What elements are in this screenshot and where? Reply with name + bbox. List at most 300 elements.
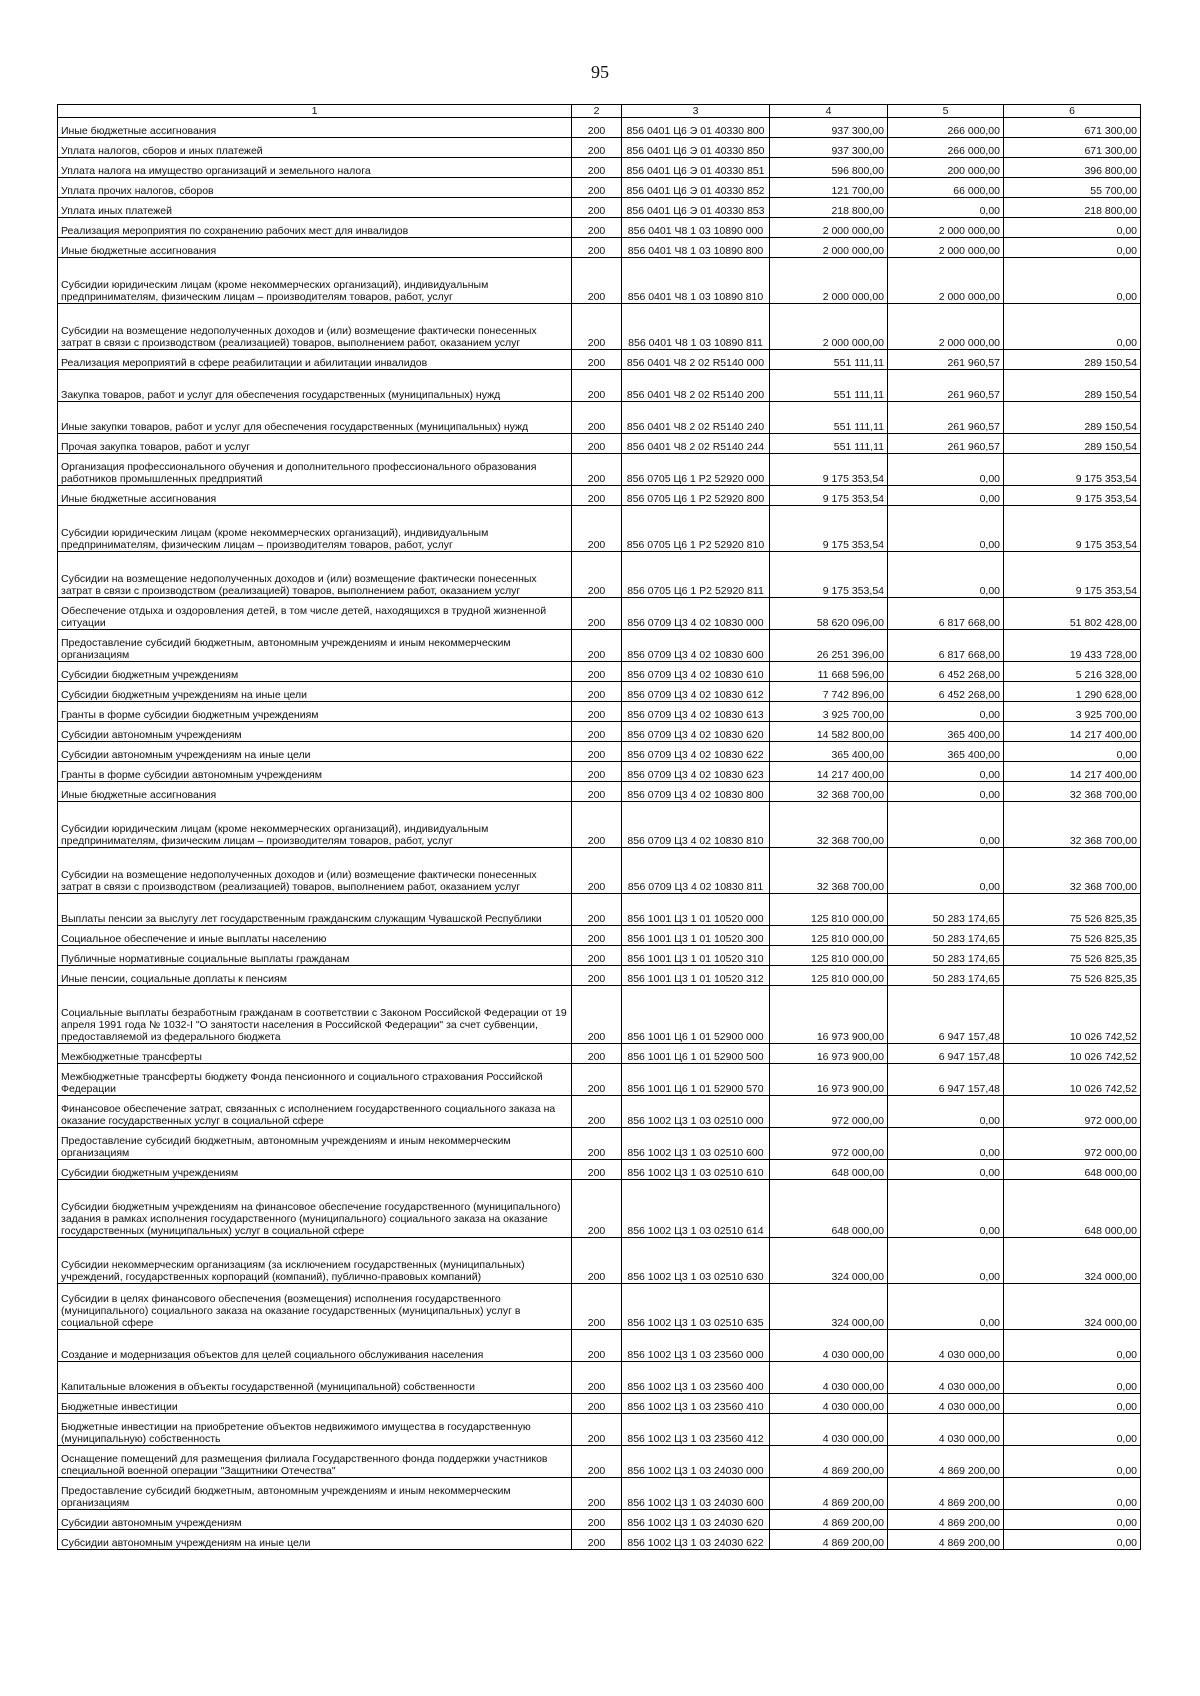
row-name: Капитальные вложения в объекты государственной (муниципальной) собственности (58, 1362, 572, 1394)
row-value-4: 4 030 000,00 (770, 1330, 888, 1362)
row-c2: 200 (572, 486, 622, 506)
row-c2: 200 (572, 118, 622, 138)
row-value-5: 50 283 174,65 (888, 894, 1004, 926)
row-code: 856 1002 Ц3 1 03 02510 614 (622, 1180, 770, 1238)
row-value-5: 2 000 000,00 (888, 304, 1004, 350)
row-c2: 200 (572, 682, 622, 702)
row-code: 856 1001 Ц6 1 01 52900 570 (622, 1064, 770, 1096)
row-name: Бюджетные инвестиции (58, 1394, 572, 1414)
row-value-5: 0,00 (888, 198, 1004, 218)
table-row (58, 178, 1141, 198)
row-code: 856 1002 Ц3 1 03 02510 610 (622, 1160, 770, 1180)
row-value-5: 4 030 000,00 (888, 1414, 1004, 1446)
row-name: Социальное обеспечение и иные выплаты населению (58, 926, 572, 946)
row-value-4: 125 810 000,00 (770, 946, 888, 966)
row-name: Субсидии на возмещение недополученных доходов и (или) возмещение фактически понесенных затрат в связи с производством (реализацией) товаров, выполнением работ, оказанием услуг (58, 552, 572, 598)
row-c2: 200 (572, 926, 622, 946)
row-code: 856 1001 Ц6 1 01 52900 500 (622, 1044, 770, 1064)
row-c2: 200 (572, 1284, 622, 1330)
row-value-5: 0,00 (888, 1180, 1004, 1238)
row-value-5: 66 000,00 (888, 178, 1004, 198)
row-code: 856 0401 Ч8 1 03 10890 811 (622, 304, 770, 350)
row-value-4: 7 742 896,00 (770, 682, 888, 702)
row-name: Выплаты пенсии за выслугу лет государственным гражданским служащим Чувашской Республики (58, 894, 572, 926)
row-value-4: 972 000,00 (770, 1096, 888, 1128)
row-c2: 200 (572, 198, 622, 218)
row-c2: 200 (572, 552, 622, 598)
row-c2: 200 (572, 986, 622, 1044)
row-name: Иные пенсии, социальные доплаты к пенсиям (58, 966, 572, 986)
row-value-5: 0,00 (888, 1128, 1004, 1160)
row-code: 856 1002 Ц3 1 03 23560 000 (622, 1330, 770, 1362)
row-value-6: 75 526 825,35 (1004, 946, 1141, 966)
row-c2: 200 (572, 762, 622, 782)
table-row (58, 1160, 1141, 1180)
row-name: Субсидии некоммерческим организациям (за исключением государственных (муниципальных) учреждений, государственных корпораций (компаний), публично-правовых компаний) (58, 1238, 572, 1284)
row-value-6: 0,00 (1004, 1362, 1141, 1394)
row-value-5: 2 000 000,00 (888, 238, 1004, 258)
row-value-5: 4 030 000,00 (888, 1362, 1004, 1394)
row-code: 856 1001 Ц6 1 01 52900 000 (622, 986, 770, 1044)
row-value-4: 937 300,00 (770, 118, 888, 138)
row-c2: 200 (572, 1478, 622, 1510)
row-name: Субсидии автономным учреждениям (58, 1510, 572, 1530)
row-c2: 200 (572, 722, 622, 742)
row-code: 856 0709 Ц3 4 02 10830 610 (622, 662, 770, 682)
row-value-5: 0,00 (888, 454, 1004, 486)
row-c2: 200 (572, 506, 622, 552)
row-name: Субсидии автономным учреждениям на иные цели (58, 1530, 572, 1550)
table-row (58, 350, 1141, 370)
row-name: Субсидии на возмещение недополученных доходов и (или) возмещение фактически понесенных затрат в связи с производством (реализацией) товаров, выполнением работ, оказанием услуг (58, 848, 572, 894)
row-value-6: 10 026 742,52 (1004, 986, 1141, 1044)
row-value-4: 4 030 000,00 (770, 1362, 888, 1394)
row-name: Межбюджетные трансферты (58, 1044, 572, 1064)
row-value-6: 3 925 700,00 (1004, 702, 1141, 722)
row-value-4: 9 175 353,54 (770, 506, 888, 552)
row-value-6: 324 000,00 (1004, 1238, 1141, 1284)
table-row (58, 782, 1141, 802)
row-value-6: 9 175 353,54 (1004, 486, 1141, 506)
row-value-4: 937 300,00 (770, 138, 888, 158)
table-row (58, 198, 1141, 218)
row-code: 856 0401 Ч8 2 02 R5140 000 (622, 350, 770, 370)
row-value-4: 972 000,00 (770, 1128, 888, 1160)
row-value-5: 0,00 (888, 702, 1004, 722)
row-name: Субсидии бюджетным учреждениям (58, 1160, 572, 1180)
row-value-5: 261 960,57 (888, 402, 1004, 434)
row-value-6: 289 150,54 (1004, 402, 1141, 434)
row-value-6: 32 368 700,00 (1004, 782, 1141, 802)
table-row (58, 966, 1141, 986)
row-name: Уплата иных платежей (58, 198, 572, 218)
row-value-4: 14 582 800,00 (770, 722, 888, 742)
row-value-6: 5 216 328,00 (1004, 662, 1141, 682)
row-c2: 200 (572, 1330, 622, 1362)
table-row (58, 370, 1141, 402)
column-header: 6 (1004, 105, 1141, 118)
column-header: 2 (572, 105, 622, 118)
row-value-5: 50 283 174,65 (888, 966, 1004, 986)
row-c2: 200 (572, 1510, 622, 1530)
row-value-4: 121 700,00 (770, 178, 888, 198)
row-value-5: 261 960,57 (888, 350, 1004, 370)
table-row (58, 454, 1141, 486)
table-row (58, 402, 1141, 434)
row-code: 856 1002 Ц3 1 03 24030 620 (622, 1510, 770, 1530)
row-value-4: 2 000 000,00 (770, 218, 888, 238)
row-name: Иные закупки товаров, работ и услуг для обеспечения государственных (муниципальных) нужд (58, 402, 572, 434)
row-value-5: 200 000,00 (888, 158, 1004, 178)
row-value-5: 266 000,00 (888, 118, 1004, 138)
row-code: 856 0401 Ч8 1 03 10890 810 (622, 258, 770, 304)
table-row (58, 848, 1141, 894)
row-value-6: 1 290 628,00 (1004, 682, 1141, 702)
row-c2: 200 (572, 630, 622, 662)
row-value-4: 9 175 353,54 (770, 552, 888, 598)
row-value-5: 0,00 (888, 848, 1004, 894)
row-c2: 200 (572, 1394, 622, 1414)
row-value-6: 14 217 400,00 (1004, 762, 1141, 782)
row-value-5: 6 452 268,00 (888, 662, 1004, 682)
row-value-6: 0,00 (1004, 1510, 1141, 1530)
row-code: 856 1002 Ц3 1 03 24030 000 (622, 1446, 770, 1478)
row-value-4: 4 869 200,00 (770, 1478, 888, 1510)
row-name: Уплата налога на имущество организаций и земельного налога (58, 158, 572, 178)
row-code: 856 1002 Ц3 1 03 23560 400 (622, 1362, 770, 1394)
row-name: Прочая закупка товаров, работ и услуг (58, 434, 572, 454)
row-value-5: 6 947 157,48 (888, 1064, 1004, 1096)
table-row (58, 118, 1141, 138)
row-value-4: 324 000,00 (770, 1284, 888, 1330)
row-value-6: 0,00 (1004, 1478, 1141, 1510)
row-value-5: 6 947 157,48 (888, 1044, 1004, 1064)
row-code: 856 0709 Ц3 4 02 10830 811 (622, 848, 770, 894)
table-row (58, 742, 1141, 762)
row-c2: 200 (572, 350, 622, 370)
row-value-4: 551 111,11 (770, 350, 888, 370)
table-row (58, 506, 1141, 552)
row-value-5: 4 869 200,00 (888, 1446, 1004, 1478)
row-name: Иные бюджетные ассигнования (58, 486, 572, 506)
row-c2: 200 (572, 454, 622, 486)
row-name: Предоставление субсидий бюджетным, автономным учреждениям и иным некоммерческим организациям (58, 630, 572, 662)
row-value-6: 0,00 (1004, 742, 1141, 762)
table-row (58, 598, 1141, 630)
row-value-4: 324 000,00 (770, 1238, 888, 1284)
row-value-5: 0,00 (888, 782, 1004, 802)
row-value-4: 4 030 000,00 (770, 1394, 888, 1414)
table-row (58, 238, 1141, 258)
row-name: Субсидии юридическим лицам (кроме некоммерческих организаций), индивидуальным предпринимателям, физическим лицам – производителям товаров, работ, услуг (58, 506, 572, 552)
row-value-4: 648 000,00 (770, 1180, 888, 1238)
row-code: 856 0401 Ч8 2 02 R5140 240 (622, 402, 770, 434)
table-row (58, 662, 1141, 682)
row-value-5: 261 960,57 (888, 434, 1004, 454)
row-code: 856 0401 Ч8 1 03 10890 000 (622, 218, 770, 238)
row-value-4: 4 030 000,00 (770, 1414, 888, 1446)
table-row (58, 1044, 1141, 1064)
row-value-6: 51 802 428,00 (1004, 598, 1141, 630)
row-code: 856 0709 Ц3 4 02 10830 622 (622, 742, 770, 762)
row-name: Предоставление субсидий бюджетным, автономным учреждениям и иным некоммерческим организациям (58, 1128, 572, 1160)
row-code: 856 0401 Ц6 Э 01 40330 800 (622, 118, 770, 138)
table-row (58, 1362, 1141, 1394)
row-value-6: 0,00 (1004, 1330, 1141, 1362)
row-code: 856 1002 Ц3 1 03 24030 600 (622, 1478, 770, 1510)
row-value-4: 125 810 000,00 (770, 926, 888, 946)
row-code: 856 1002 Ц3 1 03 23560 412 (622, 1414, 770, 1446)
row-value-5: 0,00 (888, 802, 1004, 848)
table-row (58, 552, 1141, 598)
row-value-5: 0,00 (888, 1160, 1004, 1180)
row-code: 856 0709 Ц3 4 02 10830 613 (622, 702, 770, 722)
row-value-5: 4 030 000,00 (888, 1330, 1004, 1362)
row-value-5: 50 283 174,65 (888, 946, 1004, 966)
row-value-5: 6 817 668,00 (888, 598, 1004, 630)
table-row (58, 702, 1141, 722)
row-value-6: 218 800,00 (1004, 198, 1141, 218)
row-c2: 200 (572, 894, 622, 926)
row-c2: 200 (572, 946, 622, 966)
row-value-6: 0,00 (1004, 304, 1141, 350)
row-value-6: 75 526 825,35 (1004, 926, 1141, 946)
row-name: Создание и модернизация объектов для целей социального обслуживания населения (58, 1330, 572, 1362)
column-header: 5 (888, 105, 1004, 118)
row-value-6: 0,00 (1004, 1530, 1141, 1550)
row-value-6: 0,00 (1004, 1414, 1141, 1446)
table-row (58, 258, 1141, 304)
row-value-6: 0,00 (1004, 1446, 1141, 1478)
table-row (58, 1238, 1141, 1284)
row-value-6: 289 150,54 (1004, 434, 1141, 454)
row-value-5: 261 960,57 (888, 370, 1004, 402)
row-c2: 200 (572, 1044, 622, 1064)
row-name: Социальные выплаты безработным гражданам в соответствии с Законом Российской Федерации от 19 апреля 1991 года № 1032-I "О занятости населения в Российской Федерации" за счет субвенции, предоставляемой из федерального бюджета (58, 986, 572, 1044)
row-c2: 200 (572, 802, 622, 848)
row-name: Уплата налогов, сборов и иных платежей (58, 138, 572, 158)
table-row (58, 486, 1141, 506)
row-value-6: 9 175 353,54 (1004, 506, 1141, 552)
row-value-4: 596 800,00 (770, 158, 888, 178)
column-header: 3 (622, 105, 770, 118)
row-value-4: 365 400,00 (770, 742, 888, 762)
table-row (58, 1414, 1141, 1446)
row-name: Реализация мероприятий в сфере реабилитации и абилитации инвалидов (58, 350, 572, 370)
row-name: Иные бюджетные ассигнования (58, 118, 572, 138)
row-name: Гранты в форме субсидии автономным учреждениям (58, 762, 572, 782)
row-value-6: 14 217 400,00 (1004, 722, 1141, 742)
row-name: Бюджетные инвестиции на приобретение объектов недвижимого имущества в государственную (муниципальную) собственность (58, 1414, 572, 1446)
row-value-4: 2 000 000,00 (770, 258, 888, 304)
row-c2: 200 (572, 1064, 622, 1096)
row-value-5: 6 452 268,00 (888, 682, 1004, 702)
row-code: 856 0709 Ц3 4 02 10830 623 (622, 762, 770, 782)
row-value-4: 26 251 396,00 (770, 630, 888, 662)
row-value-6: 396 800,00 (1004, 158, 1141, 178)
row-code: 856 1001 Ц3 1 01 10520 312 (622, 966, 770, 986)
row-value-4: 551 111,11 (770, 402, 888, 434)
row-value-6: 9 175 353,54 (1004, 552, 1141, 598)
table-row (58, 682, 1141, 702)
row-code: 856 1002 Ц3 1 03 02510 635 (622, 1284, 770, 1330)
row-value-5: 0,00 (888, 506, 1004, 552)
row-value-6: 10 026 742,52 (1004, 1044, 1141, 1064)
row-value-4: 11 668 596,00 (770, 662, 888, 682)
table-row (58, 926, 1141, 946)
row-name: Финансовое обеспечение затрат, связанных с исполнением государственного социального заказа на оказание государственных услуг в социальной сфере (58, 1096, 572, 1128)
row-code: 856 1002 Ц3 1 03 02510 000 (622, 1096, 770, 1128)
row-name: Обеспечение отдыха и оздоровления детей, в том числе детей, находящихся в трудной жизненной ситуации (58, 598, 572, 630)
row-code: 856 0705 Ц6 1 Р2 52920 810 (622, 506, 770, 552)
table-row (58, 1394, 1141, 1414)
row-code: 856 1001 Ц3 1 01 10520 310 (622, 946, 770, 966)
row-value-4: 648 000,00 (770, 1160, 888, 1180)
row-c2: 200 (572, 238, 622, 258)
row-c2: 200 (572, 370, 622, 402)
row-value-6: 0,00 (1004, 238, 1141, 258)
row-name: Субсидии бюджетным учреждениям на иные цели (58, 682, 572, 702)
row-code: 856 0401 Ц6 Э 01 40330 850 (622, 138, 770, 158)
row-value-4: 14 217 400,00 (770, 762, 888, 782)
table-row (58, 946, 1141, 966)
row-value-5: 0,00 (888, 1096, 1004, 1128)
row-code: 856 0705 Ц6 1 Р2 52920 000 (622, 454, 770, 486)
row-value-6: 671 300,00 (1004, 118, 1141, 138)
row-code: 856 0401 Ц6 Э 01 40330 851 (622, 158, 770, 178)
row-value-6: 75 526 825,35 (1004, 966, 1141, 986)
row-value-4: 4 869 200,00 (770, 1510, 888, 1530)
row-c2: 200 (572, 158, 622, 178)
row-value-4: 16 973 900,00 (770, 1044, 888, 1064)
row-value-6: 32 368 700,00 (1004, 848, 1141, 894)
row-name: Иные бюджетные ассигнования (58, 238, 572, 258)
row-name: Уплата прочих налогов, сборов (58, 178, 572, 198)
row-value-5: 0,00 (888, 552, 1004, 598)
row-c2: 200 (572, 1180, 622, 1238)
table-row (58, 158, 1141, 178)
row-value-4: 58 620 096,00 (770, 598, 888, 630)
table-row (58, 894, 1141, 926)
row-code: 856 0709 Ц3 4 02 10830 600 (622, 630, 770, 662)
row-code: 856 0401 Ч8 1 03 10890 800 (622, 238, 770, 258)
table-row (58, 1330, 1141, 1362)
row-name: Субсидии бюджетным учреждениям (58, 662, 572, 682)
table-header-row (58, 105, 1141, 118)
row-name: Оснащение помещений для размещения филиала Государственного фонда поддержки участников специальной военной операции "Защитники Отечества" (58, 1446, 572, 1478)
row-value-5: 2 000 000,00 (888, 258, 1004, 304)
row-name: Субсидии автономным учреждениям (58, 722, 572, 742)
row-value-4: 4 869 200,00 (770, 1446, 888, 1478)
row-value-5: 4 869 200,00 (888, 1530, 1004, 1550)
row-name: Субсидии юридическим лицам (кроме некоммерческих организаций), индивидуальным предпринимателям, физическим лицам – производителям товаров, работ, услуг (58, 258, 572, 304)
row-value-5: 2 000 000,00 (888, 218, 1004, 238)
row-name: Субсидии автономным учреждениям на иные цели (58, 742, 572, 762)
row-name: Предоставление субсидий бюджетным, автономным учреждениям и иным некоммерческим организациям (58, 1478, 572, 1510)
row-value-6: 289 150,54 (1004, 350, 1141, 370)
row-value-4: 218 800,00 (770, 198, 888, 218)
row-code: 856 0401 Ч8 2 02 R5140 200 (622, 370, 770, 402)
table-row (58, 218, 1141, 238)
table-row (58, 1180, 1141, 1238)
row-c2: 200 (572, 258, 622, 304)
row-value-6: 9 175 353,54 (1004, 454, 1141, 486)
row-name: Гранты в форме субсидии бюджетным учреждениям (58, 702, 572, 722)
table-row (58, 304, 1141, 350)
column-header: 1 (58, 105, 572, 118)
row-value-4: 2 000 000,00 (770, 304, 888, 350)
row-c2: 200 (572, 1530, 622, 1550)
row-value-4: 16 973 900,00 (770, 1064, 888, 1096)
table-row (58, 434, 1141, 454)
row-value-4: 551 111,11 (770, 434, 888, 454)
row-value-6: 972 000,00 (1004, 1096, 1141, 1128)
row-value-5: 6 947 157,48 (888, 986, 1004, 1044)
row-value-4: 9 175 353,54 (770, 454, 888, 486)
row-value-6: 289 150,54 (1004, 370, 1141, 402)
row-code: 856 0709 Ц3 4 02 10830 620 (622, 722, 770, 742)
table-row (58, 1096, 1141, 1128)
table-row (58, 1510, 1141, 1530)
row-c2: 200 (572, 1128, 622, 1160)
row-code: 856 0709 Ц3 4 02 10830 810 (622, 802, 770, 848)
row-c2: 200 (572, 662, 622, 682)
row-value-5: 0,00 (888, 762, 1004, 782)
row-value-5: 4 869 200,00 (888, 1510, 1004, 1530)
row-name: Субсидии юридическим лицам (кроме некоммерческих организаций), индивидуальным предпринимателям, физическим лицам – производителям товаров, работ, услуг (58, 802, 572, 848)
row-value-4: 32 368 700,00 (770, 802, 888, 848)
row-value-5: 365 400,00 (888, 722, 1004, 742)
table-row (58, 1284, 1141, 1330)
row-code: 856 1002 Ц3 1 03 02510 630 (622, 1238, 770, 1284)
row-name: Реализация мероприятия по сохранению рабочих мест для инвалидов (58, 218, 572, 238)
row-value-6: 0,00 (1004, 218, 1141, 238)
table-row (58, 1128, 1141, 1160)
row-value-5: 6 817 668,00 (888, 630, 1004, 662)
row-value-4: 16 973 900,00 (770, 986, 888, 1044)
row-value-6: 55 700,00 (1004, 178, 1141, 198)
row-value-5: 50 283 174,65 (888, 926, 1004, 946)
row-c2: 200 (572, 178, 622, 198)
table-row (58, 1064, 1141, 1096)
row-name: Публичные нормативные социальные выплаты гражданам (58, 946, 572, 966)
row-name: Организация профессионального обучения и дополнительного профессионального образования работников промышленных предприятий (58, 454, 572, 486)
row-value-5: 0,00 (888, 1238, 1004, 1284)
row-name: Иные бюджетные ассигнования (58, 782, 572, 802)
row-name: Субсидии в целях финансового обеспечения (возмещения) исполнения государственного (муниципального) социального заказа на оказание государственных (муниципальных) услуг в социальной сфере (58, 1284, 572, 1330)
row-code: 856 0401 Ц6 Э 01 40330 853 (622, 198, 770, 218)
row-value-4: 32 368 700,00 (770, 782, 888, 802)
row-value-5: 0,00 (888, 1284, 1004, 1330)
row-code: 856 1002 Ц3 1 03 24030 622 (622, 1530, 770, 1550)
table-row (58, 1530, 1141, 1550)
row-c2: 200 (572, 966, 622, 986)
row-c2: 200 (572, 218, 622, 238)
table-row (58, 630, 1141, 662)
row-value-4: 4 869 200,00 (770, 1530, 888, 1550)
table-row (58, 138, 1141, 158)
row-c2: 200 (572, 304, 622, 350)
row-value-6: 32 368 700,00 (1004, 802, 1141, 848)
row-value-5: 365 400,00 (888, 742, 1004, 762)
row-value-6: 0,00 (1004, 1394, 1141, 1414)
row-c2: 200 (572, 1446, 622, 1478)
row-value-6: 19 433 728,00 (1004, 630, 1141, 662)
row-value-6: 972 000,00 (1004, 1128, 1141, 1160)
row-c2: 200 (572, 782, 622, 802)
row-c2: 200 (572, 402, 622, 434)
row-value-6: 324 000,00 (1004, 1284, 1141, 1330)
